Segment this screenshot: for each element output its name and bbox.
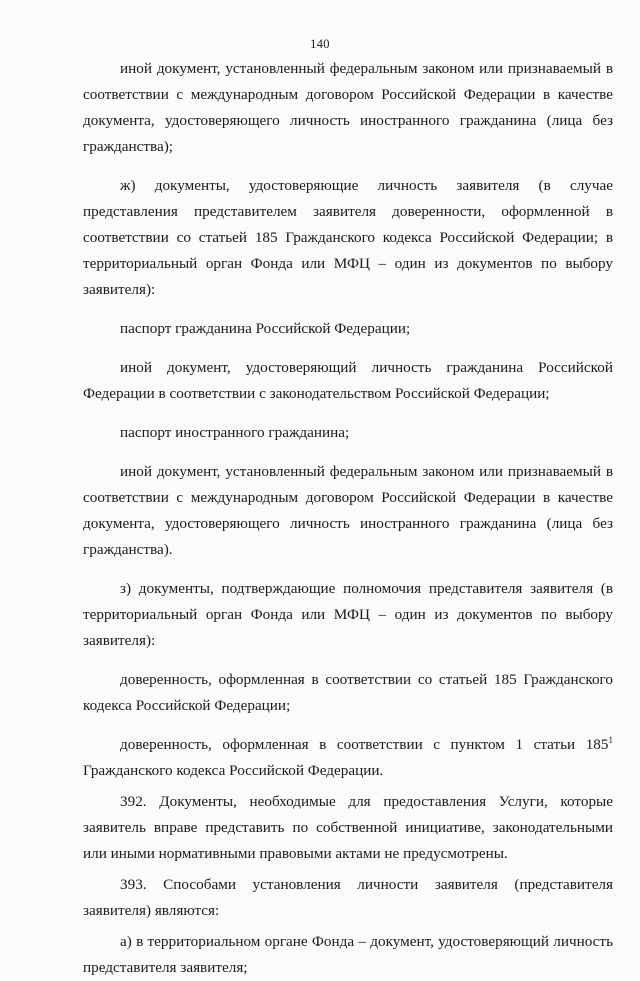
power-of-attorney-text-end: Гражданского кодекса Российской Федерации. xyxy=(83,762,384,779)
paragraph-power-of-attorney-185: доверенность, оформленная в соответствии со статьей 185 Гражданского кодекса Российской Федерации; xyxy=(83,671,613,714)
paragraph-item-z: з) документы, подтверждающие полномочия представителя заявителя (в территориальный орган Фонда или МФЦ – один из документов по выбору заявителя): xyxy=(83,580,613,649)
paragraph-foreign-other-document: иной документ, установленный федеральным законом или признаваемый в соответствии с международным договором Российской Федерации в качестве документа, удостоверяющего личность иностранного гражданина (лица без гражданства). xyxy=(83,463,613,558)
paragraph-392: 392. Документы, необходимые для предоставления Услуги, которые заявитель вправе представить по собственной инициативе, законодательными или иными нормативными правовыми актами не предусмотрены. xyxy=(83,793,613,862)
paragraph-item-a: а) в территориальном органе Фонда – документ, удостоверяющий личность представителя заявителя; xyxy=(83,933,613,976)
paragraph-foreign-passport: паспорт иностранного гражданина; xyxy=(120,424,350,441)
paragraph-item-zh: ж) документы, удостоверяющие личность заявителя (в случае представления представителем заявителя доверенности, оформленной в соответствии со статьей 185 Гражданского кодекса Российской Федерации; в территориальный орган Фонда или МФЦ – один из документов по выбору заявителя): xyxy=(83,177,613,298)
page-number: 140 xyxy=(310,37,330,51)
paragraph-rf-other-document: иной документ, удостоверяющий личность гражданина Российской Федерации в соответствии с законодательством Российской Федерации; xyxy=(83,359,613,402)
paragraph-foreign-document: иной документ, установленный федеральным законом или признаваемый в соответствии с международным договором Российской Федерации в качестве документа, удостоверяющего личность иностранного гражданина (лица без гражданства); xyxy=(83,60,613,155)
paragraph-rf-passport: паспорт гражданина Российской Федерации; xyxy=(120,320,411,337)
paragraph-power-of-attorney-185-1 xyxy=(83,732,613,784)
document-body xyxy=(83,56,613,981)
power-of-attorney-text: доверенность, оформленная в соответствии с пунктом 1 статьи 185 xyxy=(120,736,609,753)
article-superscript: 1 xyxy=(608,734,613,745)
paragraph-393: 393. Способами установления личности заявителя (представителя заявителя) являются: xyxy=(83,876,613,919)
